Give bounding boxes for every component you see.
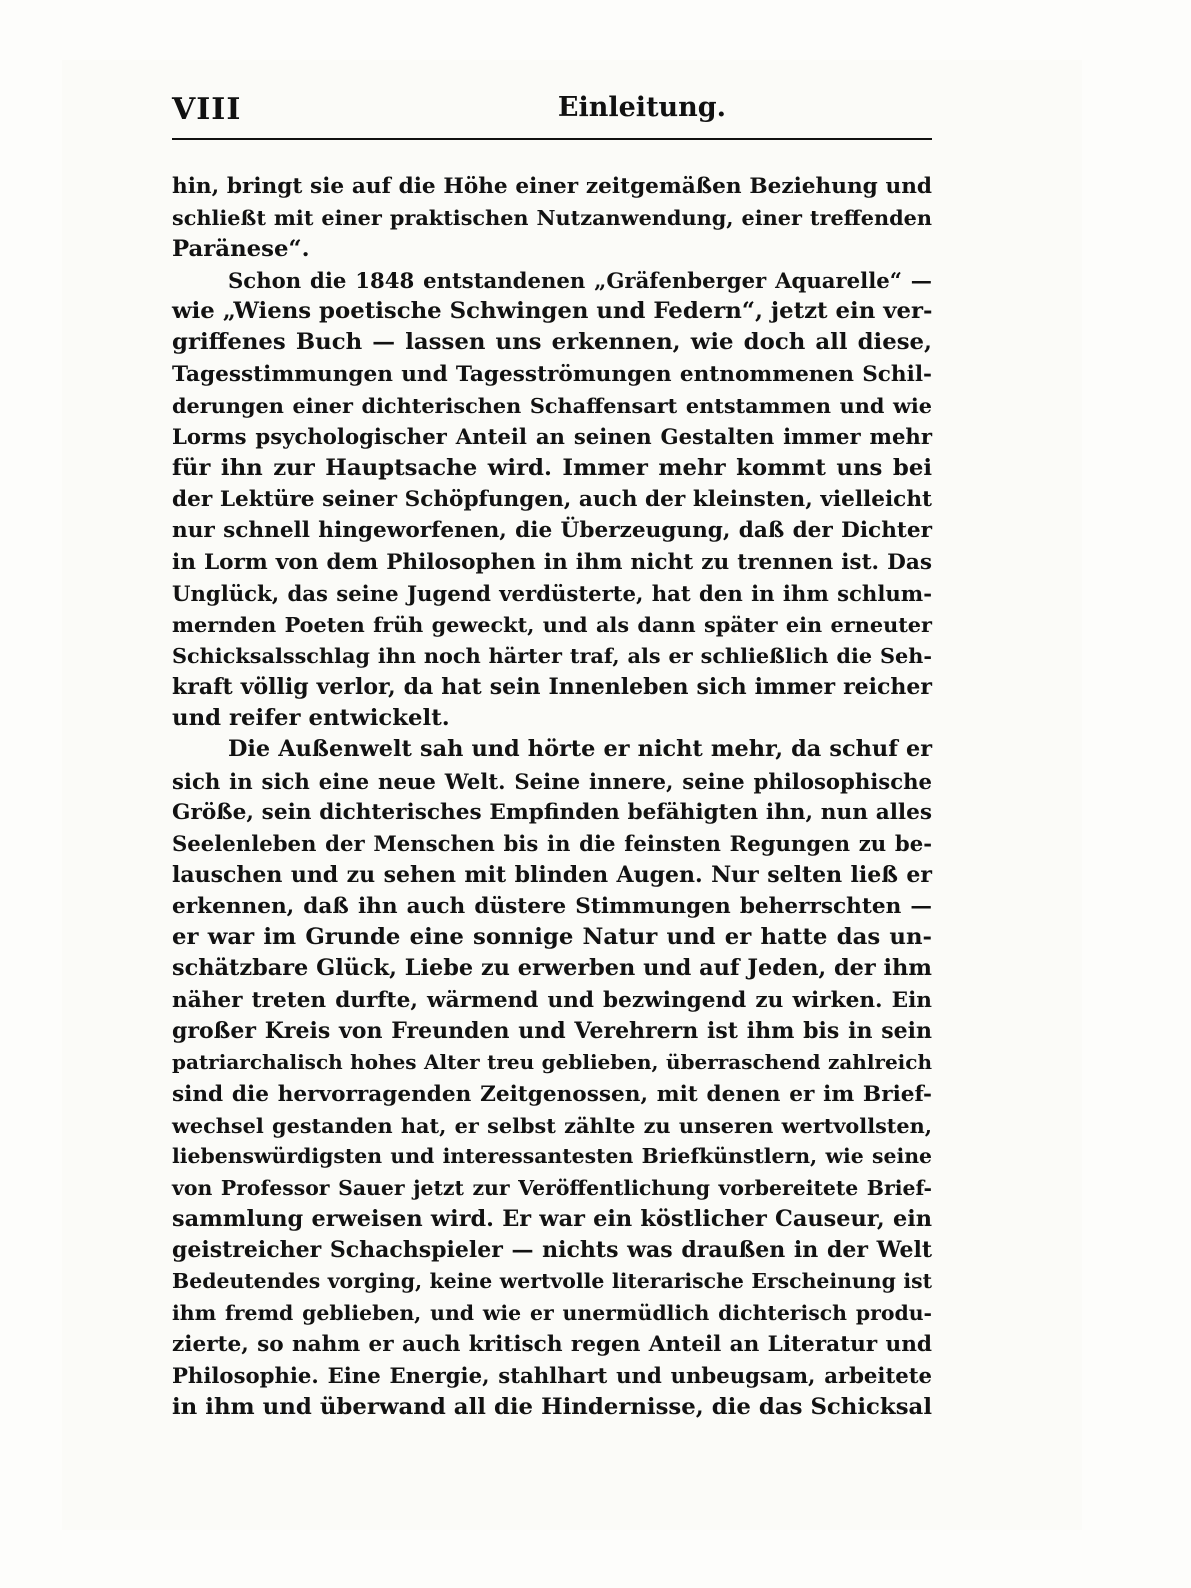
text-line: Lorms psychologischer Anteil an seinen Gestalten immer mehr [172, 424, 932, 450]
text-line: erkennen, daß ihn auch düstere Stimmungen beherrschten — [172, 893, 932, 919]
text-line: von Professor Sauer jetzt zur Veröffentlichung vorbereitete Brief- [172, 1175, 932, 1200]
text-line: schätzbare Glück, Liebe zu erwerben und auf Jeden, der ihm [172, 955, 932, 982]
text-line: Philosophie. Eine Energie, stahlhart und unbeugsam, arbeitete [172, 1363, 932, 1389]
text-line: Größe, sein dichterisches Empfinden befähigten ihn, nun alles [172, 799, 932, 825]
text-line: Paränese“. [172, 235, 310, 262]
text-line: ihm fremd geblieben, und wie er unermüdlich dichterisch produ- [172, 1300, 932, 1325]
text-line: zierte, so nahm er auch kritisch regen Anteil an Literatur und [172, 1331, 932, 1357]
text-line: Tagesstimmungen und Tagesströmungen entnommenen Schil- [172, 361, 932, 387]
text-line: Bedeutendes vorging, keine wertvolle literarische Erscheinung ist [172, 1269, 932, 1294]
text-line: kraft völlig verlor, da hat sein Innenleben sich immer reicher [172, 673, 932, 700]
body-text [172, 171, 932, 1423]
text-line: wechsel gestanden hat, er selbst zählte zu unseren wertvollsten, [172, 1112, 932, 1138]
text-line: griffenes Buch — lassen uns erkennen, wie doch all diese, [172, 329, 932, 356]
text-line: geistreicher Schachspieler — nichts was draußen in der Welt [172, 1237, 932, 1264]
text-line: für ihn zur Hauptsache wird. Immer mehr kommt uns bei [172, 454, 932, 481]
paragraph-3 [172, 734, 932, 1423]
text-line: Schicksalsschlag ihn noch härter traf, als er schließlich die Seh- [172, 643, 932, 669]
page-number: VIII [172, 92, 242, 127]
running-title: Einleitung. [557, 92, 727, 123]
text-line: schließt mit einer praktischen Nutzanwendung, einer treffenden [172, 205, 932, 231]
text-line: näher treten durfte, wärmend und bezwingend zu wirken. Ein [172, 987, 932, 1013]
text-line: derungen einer dichterischen Schaffensart entstammen und wie [172, 393, 932, 419]
text-line: Unglück, das seine Jugend verdüsterte, hat den in ihm schlum- [172, 580, 932, 606]
text-line: sich in sich eine neue Welt. Seine innere, seine philosophische [172, 768, 932, 794]
text-line: liebenswürdigsten und interessantesten Briefkünstlern, wie seine [172, 1144, 932, 1169]
text-line: nur schnell hingeworfenen, die Überzeugung, daß der Dichter [172, 518, 932, 544]
text-line: sind die hervorragenden Zeitgenossen, mit denen er im Brief- [172, 1081, 932, 1107]
header-rule [172, 138, 932, 140]
text-line: wie „Wiens poetische Schwingen und Federn“, jetzt ein ver- [172, 298, 933, 325]
text-line: er war im Grunde eine sonnige Natur und er hatte das un- [172, 924, 932, 951]
text-line: hin, bringt sie auf die Höhe einer zeitgemäßen Beziehung und [172, 174, 932, 199]
paragraph-1 [172, 171, 932, 265]
text-line: patriarchalisch hohes Alter treu geblieben, überraschend zahlreich [172, 1050, 932, 1075]
text-line: mernden Poeten früh geweckt, und als dann später ein erneuter [172, 612, 932, 638]
text-line: der Lektüre seiner Schöpfungen, auch der kleinsten, vielleicht [172, 486, 932, 512]
text-line: Seelenleben der Menschen bis in die feinsten Regungen zu be- [172, 831, 932, 857]
running-header [172, 92, 932, 136]
text-line: Die Außenwelt sah und hörte er nicht mehr, da schuf er [228, 736, 932, 763]
text-line: sammlung erweisen wird. Er war ein köstlicher Causeur, ein [172, 1205, 932, 1232]
text-line: in ihm und überwand all die Hindernisse, die das Schicksal [172, 1393, 932, 1420]
text-line: Schon die 1848 entstandenen „Gräfenberger Aquarelle“ — [228, 267, 932, 293]
paragraph-2 [172, 265, 932, 734]
text-line: lauschen und zu sehen mit blinden Augen. Nur selten ließ er [172, 861, 932, 888]
text-line: und reifer entwickelt. [172, 705, 450, 732]
text-line: in Lorm von dem Philosophen in ihm nicht zu trennen ist. Das [172, 549, 932, 575]
text-line: großer Kreis von Freunden und Verehrern ist ihm bis in sein [172, 1018, 932, 1045]
